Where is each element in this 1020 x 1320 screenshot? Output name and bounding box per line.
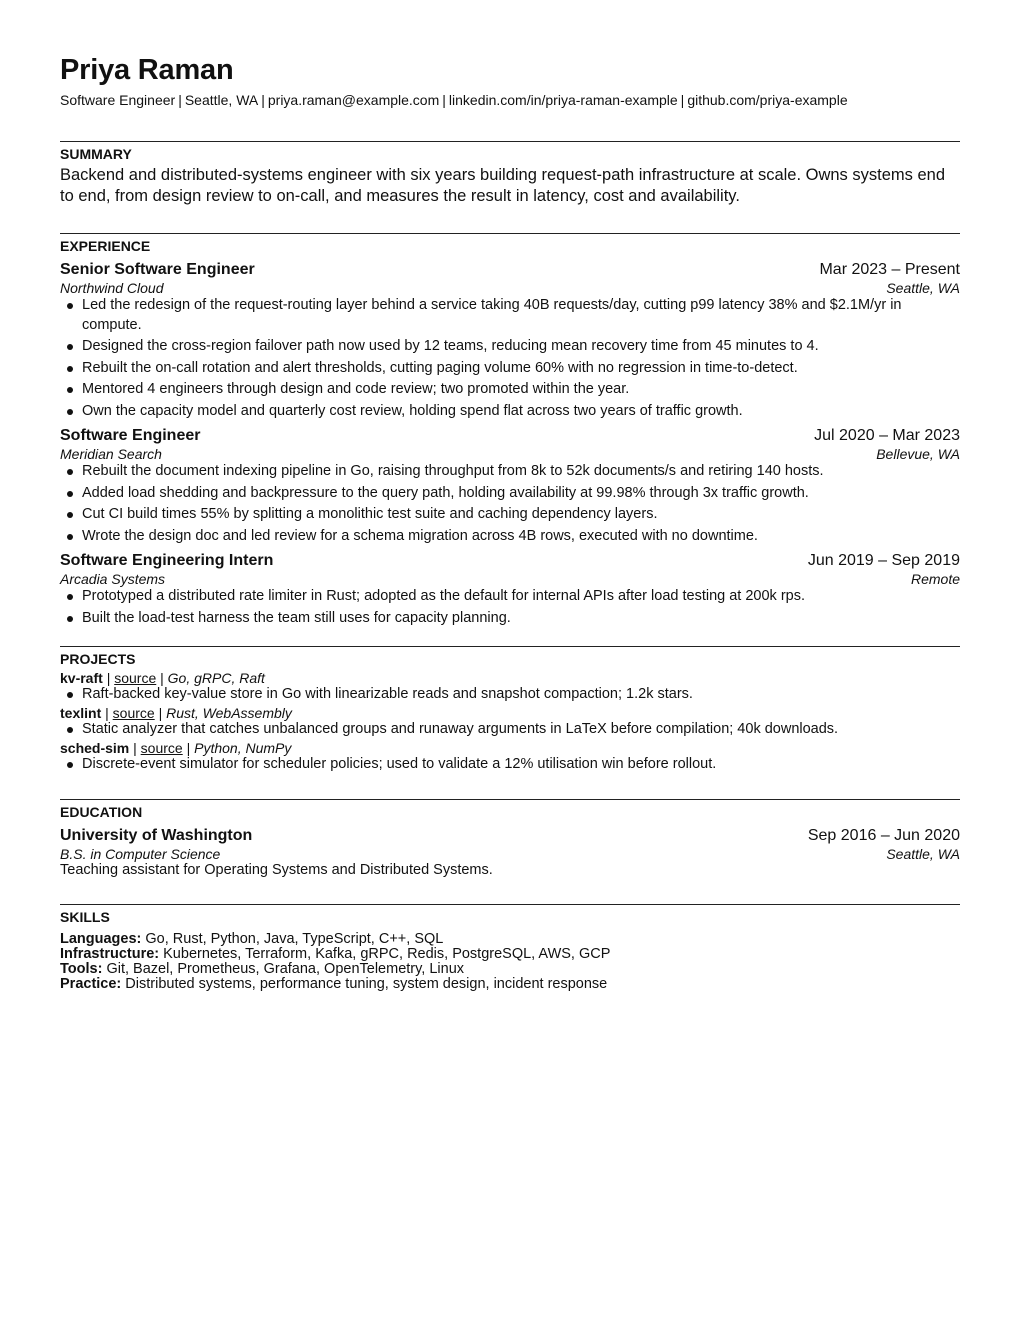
job-location: Seattle, WA — [886, 280, 960, 296]
separator: | — [178, 92, 182, 108]
project-bullets — [60, 686, 960, 703]
separator: | — [106, 670, 115, 686]
contact-email-link[interactable]: priya.raman@example.com — [267, 92, 440, 108]
job-dates: Jun 2019 – Sep 2019 — [807, 552, 960, 569]
education-subheader — [60, 847, 960, 862]
contact-line — [60, 90, 960, 110]
education-header — [60, 825, 960, 847]
bullet-item: Mentored 4 engineers through design and code review; two promoted within the year. — [60, 380, 960, 400]
job-subheader — [60, 572, 960, 587]
skill-line — [60, 932, 960, 947]
job-subheader — [60, 447, 960, 462]
company-name: Meridian Search — [60, 446, 162, 462]
education-section — [60, 799, 960, 878]
summary-text: Backend and distributed-systems engineer with six years building request-path infrastructure at scale. Owns systems end to end, from design review to on-call, and measures the result in latency, cost and availability. — [60, 166, 946, 205]
job-bullets — [60, 296, 960, 421]
section-title: SKILLS — [60, 909, 110, 925]
job-entry — [60, 259, 960, 421]
school-name: University of Washington — [60, 827, 253, 844]
job-header — [60, 425, 960, 447]
job-location: Bellevue, WA — [876, 446, 960, 462]
skills-section — [60, 904, 960, 992]
section-title: EXPERIENCE — [60, 238, 151, 254]
separator: | — [261, 92, 265, 108]
job-entry — [60, 550, 960, 628]
separator: | — [186, 740, 195, 756]
candidate-name: Priya Raman — [60, 54, 234, 86]
bullet-item: Raft-backed key-value store in Go with linearizable reads and snapshot compaction; 1.2k stars. — [60, 686, 960, 703]
resume-header — [60, 52, 960, 110]
project-tech: Rust, WebAssembly — [166, 705, 292, 721]
separator: | — [105, 705, 113, 721]
skill-label: Languages: — [60, 931, 142, 947]
project-bullets — [60, 756, 960, 773]
job-header — [60, 259, 960, 281]
contact-linkedin-link[interactable]: linkedin.com/in/priya-raman-example — [448, 92, 678, 108]
bullet-item: Rebuilt the on-call rotation and alert thresholds, cutting paging volume 60% with no regression in time-to-detect. — [60, 359, 960, 379]
job-header — [60, 550, 960, 572]
bullet-item: Discrete-event simulator for scheduler policies; used to validate a 12% utilisation win before rollout. — [60, 756, 960, 773]
contact-title: Software Engineer — [60, 92, 176, 108]
project-entry — [60, 705, 960, 738]
job-bullets — [60, 462, 960, 546]
project-name: kv-raft — [60, 670, 103, 686]
project-name: sched-sim — [60, 740, 130, 756]
summary-section — [60, 141, 960, 207]
skill-label: Tools: — [60, 961, 103, 977]
job-title: Senior Software Engineer — [60, 261, 255, 278]
bullet-item: Cut CI build times 55% by splitting a monolithic test suite and caching dependency layers. — [60, 505, 960, 525]
separator: | — [160, 670, 168, 686]
section-title: SUMMARY — [60, 146, 132, 162]
job-dates: Mar 2023 – Present — [819, 261, 960, 278]
education-note: Teaching assistant for Operating Systems and Distributed Systems. — [60, 862, 493, 878]
degree: B.S. in Computer Science — [60, 846, 221, 862]
separator: | — [158, 705, 167, 721]
project-source-link[interactable]: source — [112, 705, 155, 721]
project-source-link[interactable]: source — [140, 740, 183, 756]
bullet-item: Wrote the design doc and led review for a schema migration across 4B rows, executed with no downtime. — [60, 527, 960, 547]
skill-label: Infrastructure: — [60, 946, 160, 962]
job-subheader — [60, 281, 960, 296]
project-entry — [60, 670, 960, 703]
projects-section — [60, 646, 960, 773]
resume-content — [60, 52, 960, 992]
contact-github-link[interactable]: github.com/priya-example — [687, 92, 848, 108]
bullet-item: Added load shedding and backpressure to the query path, holding availability at 99.98% through 3x traffic growth. — [60, 484, 960, 504]
job-title: Software Engineer — [60, 427, 201, 444]
separator: | — [442, 92, 446, 108]
skill-label: Practice: — [60, 976, 122, 992]
bullet-item: Led the redesign of the request-routing layer behind a service taking 40B requests/day, cutting p99 latency 38% and $2.1M/yr in compute. — [60, 296, 960, 335]
job-entry — [60, 425, 960, 546]
separator: | — [133, 740, 141, 756]
bullet-item: Static analyzer that catches unbalanced groups and runaway arguments in LaTeX before compilation; 40k downloads. — [60, 721, 960, 738]
education-dates: Sep 2016 – Jun 2020 — [807, 827, 960, 844]
project-entry — [60, 740, 960, 773]
skill-line — [60, 962, 960, 977]
skill-value: Git, Bazel, Prometheus, Grafana, OpenTelemetry, Linux — [106, 961, 465, 977]
skill-value: Go, Rust, Python, Java, TypeScript, C++, SQL — [145, 931, 444, 947]
project-tech: Python, NumPy — [194, 740, 292, 756]
project-header — [60, 740, 960, 756]
job-location: Remote — [910, 571, 960, 587]
section-title: PROJECTS — [60, 651, 136, 667]
bullet-item: Designed the cross-region failover path now used by 12 teams, reducing mean recovery time from 45 minutes to 4. — [60, 337, 960, 357]
bullet-item: Prototyped a distributed rate limiter in Rust; adopted as the default for internal APIs after load testing at 200k rps. — [60, 587, 960, 607]
project-bullets — [60, 721, 960, 738]
contact-location: Seattle, WA — [184, 92, 259, 108]
project-header — [60, 705, 960, 721]
bullet-item: Built the load-test harness the team still uses for capacity planning. — [60, 609, 960, 629]
bullet-item: Rebuilt the document indexing pipeline in Go, raising throughput from 8k to 52k documents/s and retiring 140 hosts. — [60, 462, 960, 482]
section-title: EDUCATION — [60, 804, 143, 820]
skill-value: Distributed systems, performance tuning, system design, incident response — [125, 976, 608, 992]
bullet-item: Own the capacity model and quarterly cost review, holding spend flat across two years of traffic growth. — [60, 402, 960, 422]
job-dates: Jul 2020 – Mar 2023 — [814, 427, 960, 444]
project-name: texlint — [60, 705, 102, 721]
company-name: Arcadia Systems — [60, 571, 166, 587]
company-name: Northwind Cloud — [60, 280, 164, 296]
project-tech: Go, gRPC, Raft — [167, 670, 265, 686]
job-title: Software Engineering Intern — [60, 552, 274, 569]
education-location: Seattle, WA — [886, 846, 960, 862]
education-entry — [60, 825, 960, 878]
project-source-link[interactable]: source — [114, 670, 157, 686]
separator: | — [680, 92, 685, 108]
job-bullets — [60, 587, 960, 628]
experience-section — [60, 233, 960, 628]
skill-line — [60, 947, 960, 962]
skill-value: Kubernetes, Terraform, Kafka, gRPC, Redis, PostgreSQL, AWS, GCP — [163, 946, 611, 962]
skill-line — [60, 977, 960, 992]
project-header — [60, 670, 960, 686]
